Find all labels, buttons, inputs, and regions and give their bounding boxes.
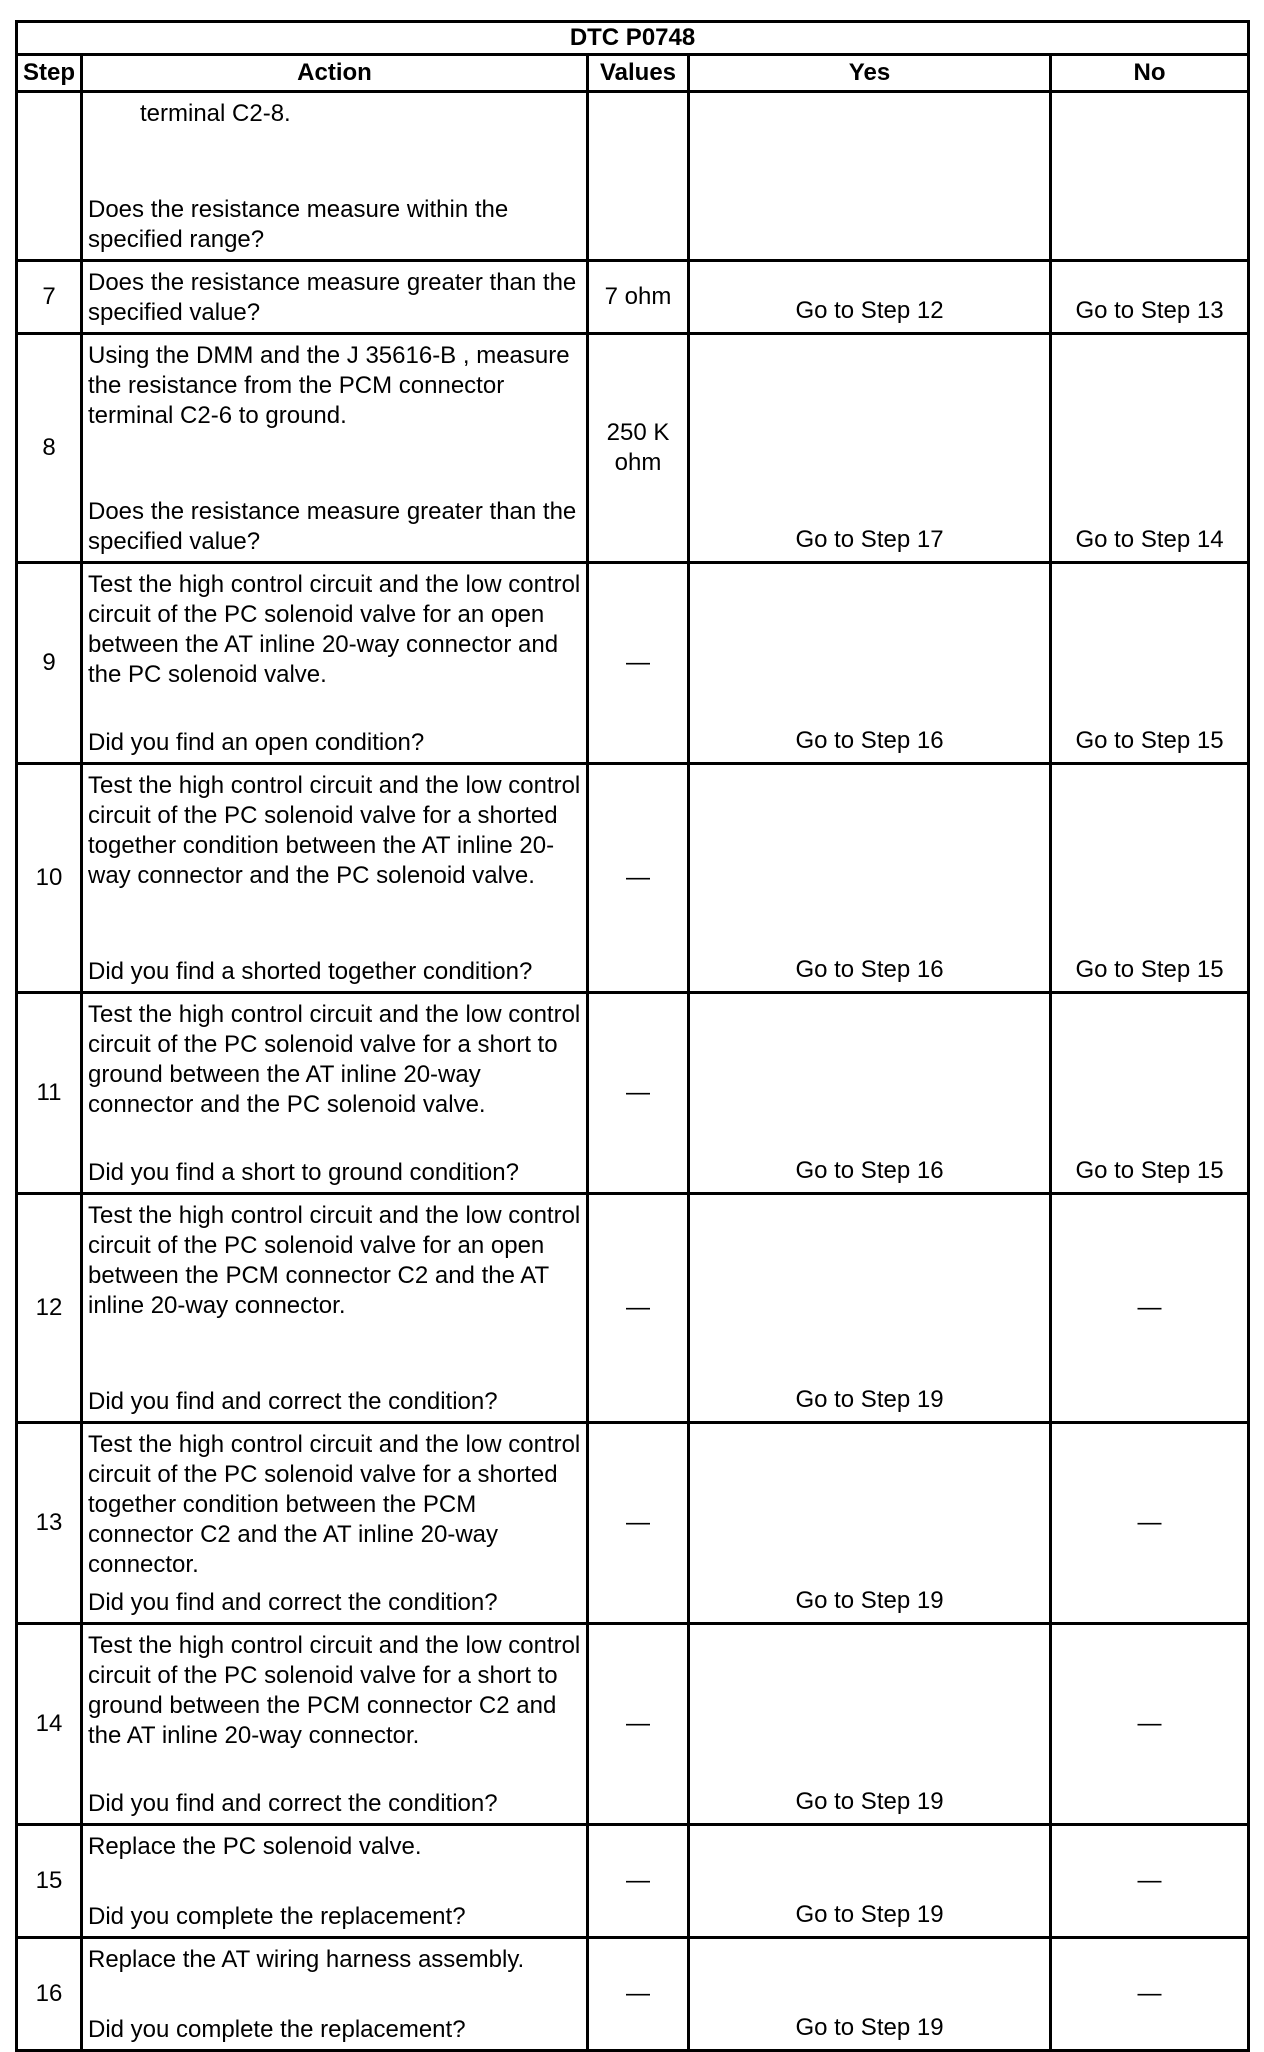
action-text: Using the DMM and the J 35616-B , measure the resistance from the PCM connector terminal C2-6 to ground. xyxy=(88,342,570,429)
header-step: Step xyxy=(17,55,82,92)
question-text: Did you find a shorted together condition? xyxy=(88,958,533,985)
values-cell: — xyxy=(588,563,689,764)
action-text: Test the high control circuit and the low control circuit of the PC solenoid valve for an open between the AT inline 20-way connector and the PC solenoid valve. xyxy=(88,571,581,688)
yes-cell: Go to Step 19 xyxy=(689,1423,1051,1624)
action-cell xyxy=(82,1624,588,1825)
table-row xyxy=(17,1194,1249,1423)
yes-cell: Go to Step 19 xyxy=(689,1194,1051,1423)
values-cell: 7 ohm xyxy=(588,261,689,334)
no-cell xyxy=(1051,92,1249,261)
step-cell: 14 xyxy=(17,1624,82,1825)
step-cell: 9 xyxy=(17,563,82,764)
table-row xyxy=(17,261,1249,334)
action-text: Test the high control circuit and the low control circuit of the PC solenoid valve for a shorted together condition between the AT inline 20-way connector and the PC solenoid valve. xyxy=(88,772,581,889)
table-row xyxy=(17,1624,1249,1825)
yes-cell: Go to Step 17 xyxy=(689,334,1051,563)
no-cell: Go to Step 15 xyxy=(1051,563,1249,764)
question-text: Did you complete the replacement? xyxy=(88,1903,466,1930)
step-cell: 16 xyxy=(17,1938,82,2051)
values-cell: — xyxy=(588,1938,689,2051)
no-cell: Go to Step 15 xyxy=(1051,993,1249,1194)
question-text: Did you find and correct the condition? xyxy=(88,1589,498,1616)
action-text: Test the high control circuit and the low control circuit of the PC solenoid valve for a short to ground between the AT inline 20-way connector and the PC solenoid valve. xyxy=(88,1001,581,1118)
table-row xyxy=(17,334,1249,563)
question-text: Did you find and correct the condition? xyxy=(88,1790,498,1817)
table-row xyxy=(17,764,1249,993)
action-text: Test the high control circuit and the low control circuit of the PC solenoid valve for a short to ground between the PCM connector C2 and the AT inline 20-way connector. xyxy=(88,1632,581,1749)
no-cell: — xyxy=(1051,1938,1249,2051)
action-cell xyxy=(82,764,588,993)
action-cell xyxy=(82,993,588,1194)
yes-cell: Go to Step 19 xyxy=(689,1624,1051,1825)
question-text: Does the resistance measure greater than the specified value? xyxy=(88,269,577,326)
action-cell xyxy=(82,1825,588,1938)
step-cell: 11 xyxy=(17,993,82,1194)
no-cell: — xyxy=(1051,1624,1249,1825)
action-cell xyxy=(82,1423,588,1624)
yes-cell: Go to Step 16 xyxy=(689,993,1051,1194)
step-cell xyxy=(17,92,82,261)
yes-cell: Go to Step 16 xyxy=(689,563,1051,764)
step-cell: 8 xyxy=(17,334,82,563)
table-row xyxy=(17,92,1249,261)
dtc-table xyxy=(15,20,1250,2052)
title-row xyxy=(17,22,1249,55)
action-cell xyxy=(82,261,588,334)
values-cell: — xyxy=(588,1624,689,1825)
values-cell: — xyxy=(588,993,689,1194)
question-text: Did you find a short to ground condition? xyxy=(88,1159,519,1186)
question-text: Did you find an open condition? xyxy=(88,729,425,756)
values-cell: — xyxy=(588,1423,689,1624)
values-cell: — xyxy=(588,1825,689,1938)
no-cell: Go to Step 14 xyxy=(1051,334,1249,563)
action-cell xyxy=(82,334,588,563)
values-cell: — xyxy=(588,1194,689,1423)
action-text: Replace the PC solenoid valve. xyxy=(88,1833,422,1860)
no-cell: Go to Step 13 xyxy=(1051,261,1249,334)
yes-cell xyxy=(689,92,1051,261)
header-row xyxy=(17,55,1249,92)
step-cell: 7 xyxy=(17,261,82,334)
values-cell: — xyxy=(588,764,689,993)
step-cell: 15 xyxy=(17,1825,82,1938)
action-cell xyxy=(82,92,588,261)
yes-cell: Go to Step 16 xyxy=(689,764,1051,993)
no-cell: Go to Step 15 xyxy=(1051,764,1249,993)
action-cell xyxy=(82,1938,588,2051)
action-cell xyxy=(82,1194,588,1423)
no-cell: — xyxy=(1051,1423,1249,1624)
yes-cell: Go to Step 12 xyxy=(689,261,1051,334)
values-cell: 250 K ohm xyxy=(588,334,689,563)
step-cell: 12 xyxy=(17,1194,82,1423)
table-row xyxy=(17,1423,1249,1624)
action-text: Test the high control circuit and the low control circuit of the PC solenoid valve for an open between the PCM connector C2 and the AT inline 20-way connector. xyxy=(88,1202,581,1319)
action-cell xyxy=(82,563,588,764)
action-text: Replace the AT wiring harness assembly. xyxy=(88,1946,525,1973)
table-row xyxy=(17,1825,1249,1938)
values-cell xyxy=(588,92,689,261)
header-action: Action xyxy=(82,55,588,92)
action-text: terminal C2-8. xyxy=(140,100,291,127)
header-no: No xyxy=(1051,55,1249,92)
question-text: Did you find and correct the condition? xyxy=(88,1388,498,1415)
no-cell: — xyxy=(1051,1825,1249,1938)
table-row xyxy=(17,993,1249,1194)
yes-cell: Go to Step 19 xyxy=(689,1938,1051,2051)
step-cell: 13 xyxy=(17,1423,82,1624)
question-text: Does the resistance measure within the specified range? xyxy=(88,196,509,253)
table-row xyxy=(17,1938,1249,2051)
question-text: Does the resistance measure greater than the specified value? xyxy=(88,498,577,555)
table-row xyxy=(17,563,1249,764)
no-cell: — xyxy=(1051,1194,1249,1423)
action-text: Test the high control circuit and the low control circuit of the PC solenoid valve for a shorted together condition between the PCM connector C2 and the AT inline 20-way connector. xyxy=(88,1431,581,1578)
header-yes: Yes xyxy=(689,55,1051,92)
header-values: Values xyxy=(588,55,689,92)
yes-cell: Go to Step 19 xyxy=(689,1825,1051,1938)
table-title: DTC P0748 xyxy=(17,22,1249,55)
question-text: Did you complete the replacement? xyxy=(88,2016,466,2043)
step-cell: 10 xyxy=(17,764,82,993)
